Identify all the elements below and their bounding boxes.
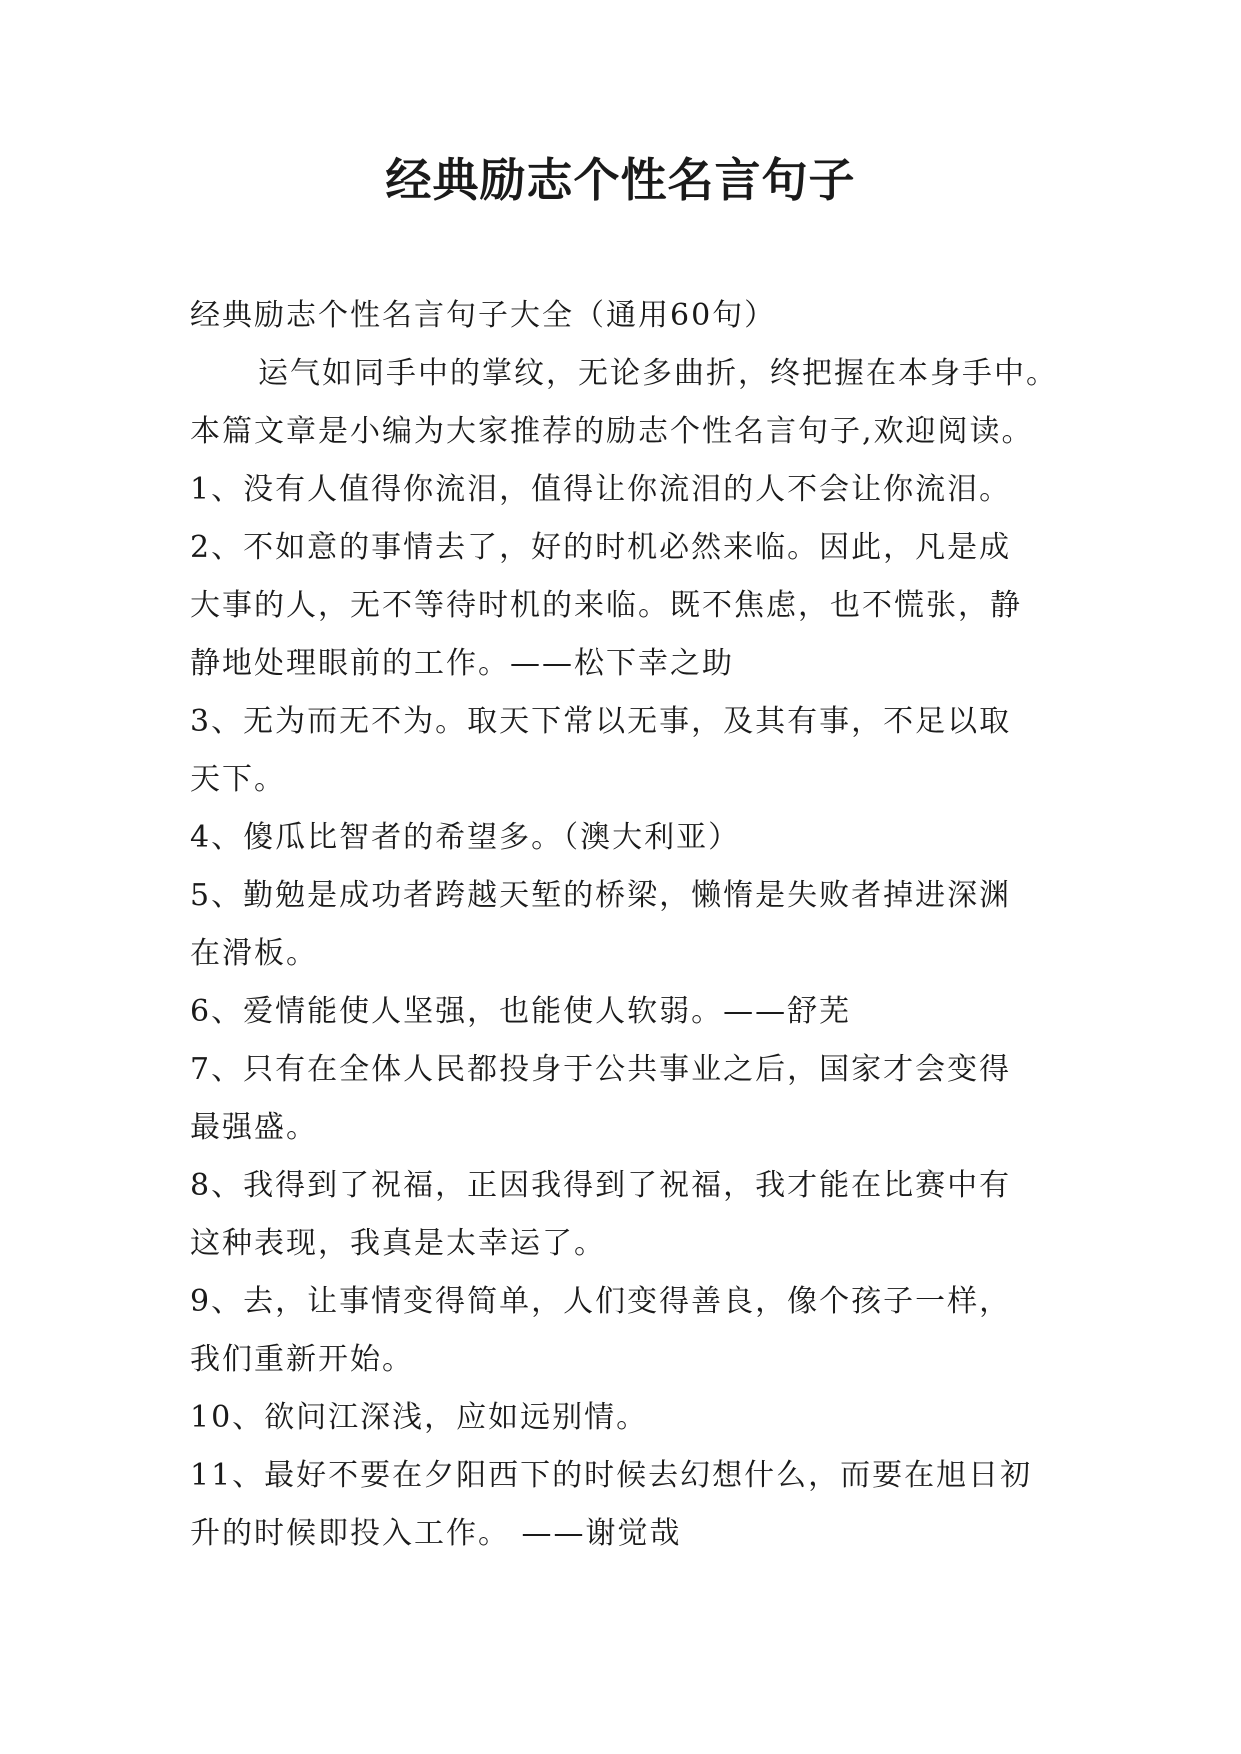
quote-line: 6、爱情能使人坚强，也能使人软弱。——舒芜 — [190, 994, 852, 1029]
quote-line: 静地处理眼前的工作。——松下幸之助 — [190, 646, 734, 681]
quote-line: 4、傻瓜比智者的希望多。（澳大利亚） — [190, 820, 741, 855]
quote-line: 2、不如意的事情去了，好的时机必然来临。因此，凡是成 — [190, 530, 1012, 565]
quote-line: 8、我得到了祝福，正因我得到了祝福，我才能在比赛中有 — [190, 1168, 1012, 1203]
quote-line: 大事的人，无不等待时机的来临。既不焦虑，也不慌张，静 — [190, 588, 1022, 623]
quote-line: 这种表现，我真是太幸运了。 — [190, 1226, 606, 1261]
quote-line: 最强盛。 — [190, 1110, 318, 1145]
quote-line: 在滑板。 — [190, 936, 318, 971]
quote-line: 10、欲问江深浅，应如远别情。 — [190, 1400, 649, 1435]
intro-line: 本篇文章是小编为大家推荐的励志个性名言句子,欢迎阅读。 — [190, 414, 1034, 449]
quote-line: 我们重新开始。 — [190, 1342, 414, 1377]
quote-line: 升的时候即投入工作。 ——谢觉哉 — [190, 1516, 682, 1551]
quote-line: 9、去，让事情变得简单，人们变得善良，像个孩子一样， — [190, 1284, 1012, 1319]
quote-line: 11、最好不要在夕阳西下的时候去幻想什么，而要在旭日初 — [190, 1458, 1033, 1493]
quote-line: 1、没有人值得你流泪，值得让你流泪的人不会让你流泪。 — [190, 472, 1012, 507]
subtitle-line: 经典励志个性名言句子大全（通用60句） — [190, 298, 777, 333]
document-body — [190, 287, 1070, 1563]
quote-line: 3、无为而无不为。取天下常以无事，及其有事，不足以取 — [190, 704, 1012, 739]
document-title: 经典励志个性名言句子 — [385, 153, 856, 207]
intro-line: 运气如同手中的掌纹，无论多曲折，终把握在本身手中。 — [258, 356, 1058, 391]
quote-line: 7、只有在全体人民都投身于公共事业之后，国家才会变得 — [190, 1052, 1012, 1087]
quote-line: 天下。 — [190, 762, 286, 797]
quote-line: 5、勤勉是成功者跨越天堑的桥梁，懒惰是失败者掉进深渊 — [190, 878, 1012, 913]
